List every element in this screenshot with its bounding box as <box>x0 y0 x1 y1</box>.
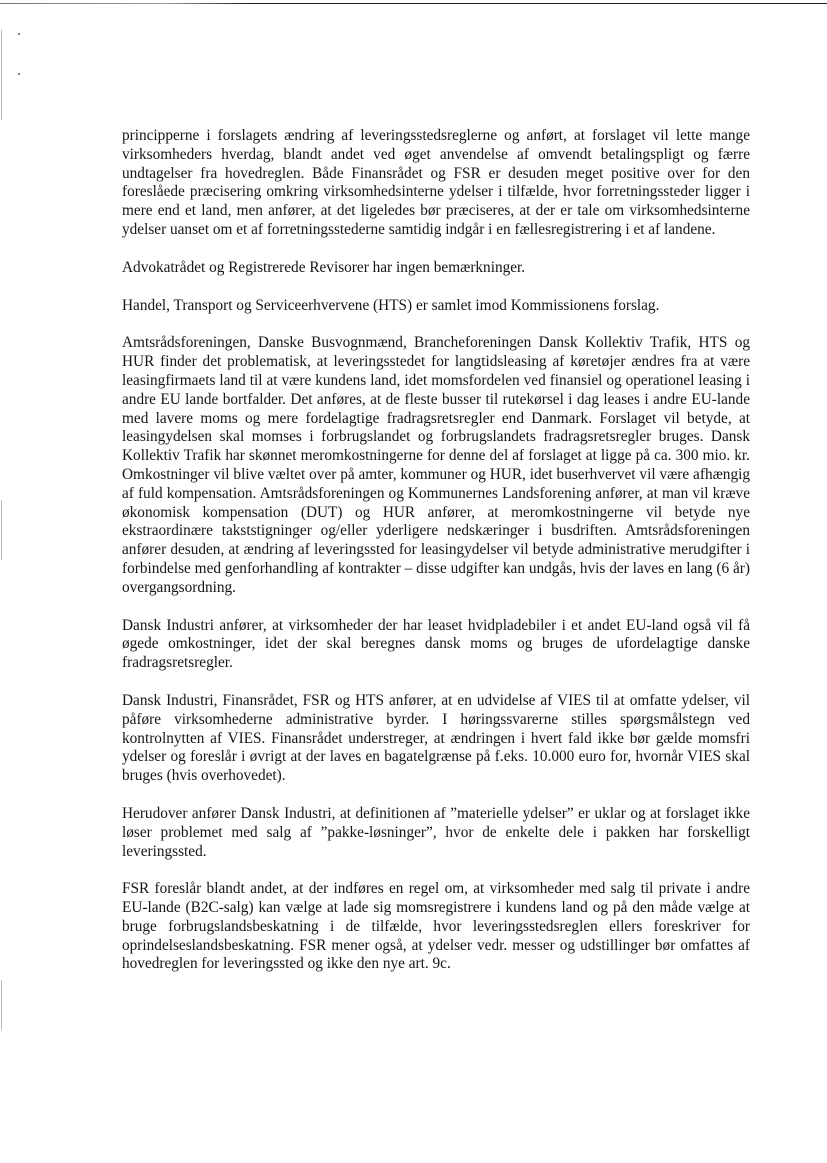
scan-left-edge-mark <box>1 980 2 1030</box>
paragraph: Dansk Industri anfører, at virksomheder der har leaset hvidpladebiler i et andet EU-land også vil få øgede omkostninger, idet der skal beregnes dansk moms og bruges de ufordelagtige danske fradragsretsregler. <box>122 616 750 672</box>
scan-left-edge-mark <box>1 500 2 560</box>
paragraph: principperne i forslagets ændring af leveringsstedsreglerne og anført, at forslaget vil lette mange virksomheders hverdag, blandt andet ved øget anvendelse af omvendt betalingspligt og færre undtagelser fra hovedreglen. Både Finansrådet og FSR er desuden meget positive over for den foreslåede præcisering omkring virksomhedsinterne ydelser i tilfælde, hvor forretningssteder ligger i mere end et land, men anfører, at det ligeledes bør præciseres, at der er tale om virksomhedsinterne ydelser uanset om et af forretningsstederne samtidig indgår i en fællesregistrering i et af landene. <box>122 127 750 238</box>
document-body <box>122 127 750 993</box>
paragraph: Herudover anfører Dansk Industri, at definitionen af ”materielle ydelser” er uklar og at forslaget ikke løser problemet med salg af ”pakke-løsninger”, hvor de enkelte dele i pakken har forskelligt leveringssted. <box>122 804 750 860</box>
paragraph: Dansk Industri, Finansrådet, FSR og HTS anfører, at en udvidelse af VIES til at omfatte ydelser, vil påføre virksomhederne administrative byrder. I høringssvarerne stilles spørgsmålstegn ved kontrolnytten af VIES. Finansrådet understreger, at ændringen i hvert fald ikke bør gælde momsfri ydelser og foreslår i øvrigt at der laves en bagatelgrænse på f.eks. 10.000 euro for, hvornår VIES skal bruges (hvis overhovedet). <box>122 691 750 785</box>
scan-speck <box>18 33 20 35</box>
scan-speck <box>18 73 20 75</box>
page-top-rule <box>0 3 827 4</box>
paragraph: Advokatrådet og Registrerede Revisorer har ingen bemærkninger. <box>122 258 526 276</box>
scan-left-edge-mark <box>1 30 2 120</box>
paragraph: Amtsrådsforeningen, Danske Busvognmænd, Brancheforeningen Dansk Kollektiv Trafik, HTS og HUR finder det problematisk, at leveringsstedet for langtidsleasing af køretøjer ændres fra at være leasingfirmaets land til at være kundens land, idet momsfordelen ved finansiel og operationel leasing i andre EU lande bortfalder. Det anføres, at de fleste busser til rutekørsel i dag leases i andre EU-lande med lavere moms og mere fordelagtige fradragsretsregler end Danmark. Forslaget vil betyde, at leasingydelsen skal momses i forbrugslandet og forbrugslandets fradragsretsregler bruges. Dansk Kollektiv Trafik har skønnet meromkostningerne for denne del af forslaget at ligge på ca. 300 mio. kr. Omkostninger vil blive væltet over på amter, kommuner og HUR, idet buserhvervet vil være afhængig af fuld kompensation. Amtsrådsforeningen og Kommunernes Landsforening anfører, at man vil kræve økonomisk kompensation (DUT) og HUR anfører, at meromkostningerne vil betyde nye ekstraordinære takststigninger og/eller yderligere nedskæringer i busdriften. Amtsrådsforeningen anfører desuden, at ændring af leveringssted for leasingydelser vil betyde administrative merudgifter i forbindelse med genforhandling af kontrakter – disse udgifter kan undgås, hvis der laves en lang (6 år) overgangsordning. <box>122 334 750 596</box>
paragraph: Handel, Transport og Serviceerhvervene (HTS) er samlet imod Kommissionens forslag. <box>122 296 660 314</box>
paragraph: FSR foreslår blandt andet, at der indføres en regel om, at virksomheder med salg til private i andre EU-lande (B2C-salg) kan vælge at lade sig momsregistrere i kundens land og på den måde vælge at bruge forbrugslandsbeskatning i de tilfælde, hvor leveringsstedsreglen ellers foreskriver for oprindelseslandsbeskatning. FSR mener også, at ydelser vedr. messer og udstillinger bør omfattes af hovedreglen for leveringssted og ikke den nye art. 9c. <box>122 880 750 973</box>
